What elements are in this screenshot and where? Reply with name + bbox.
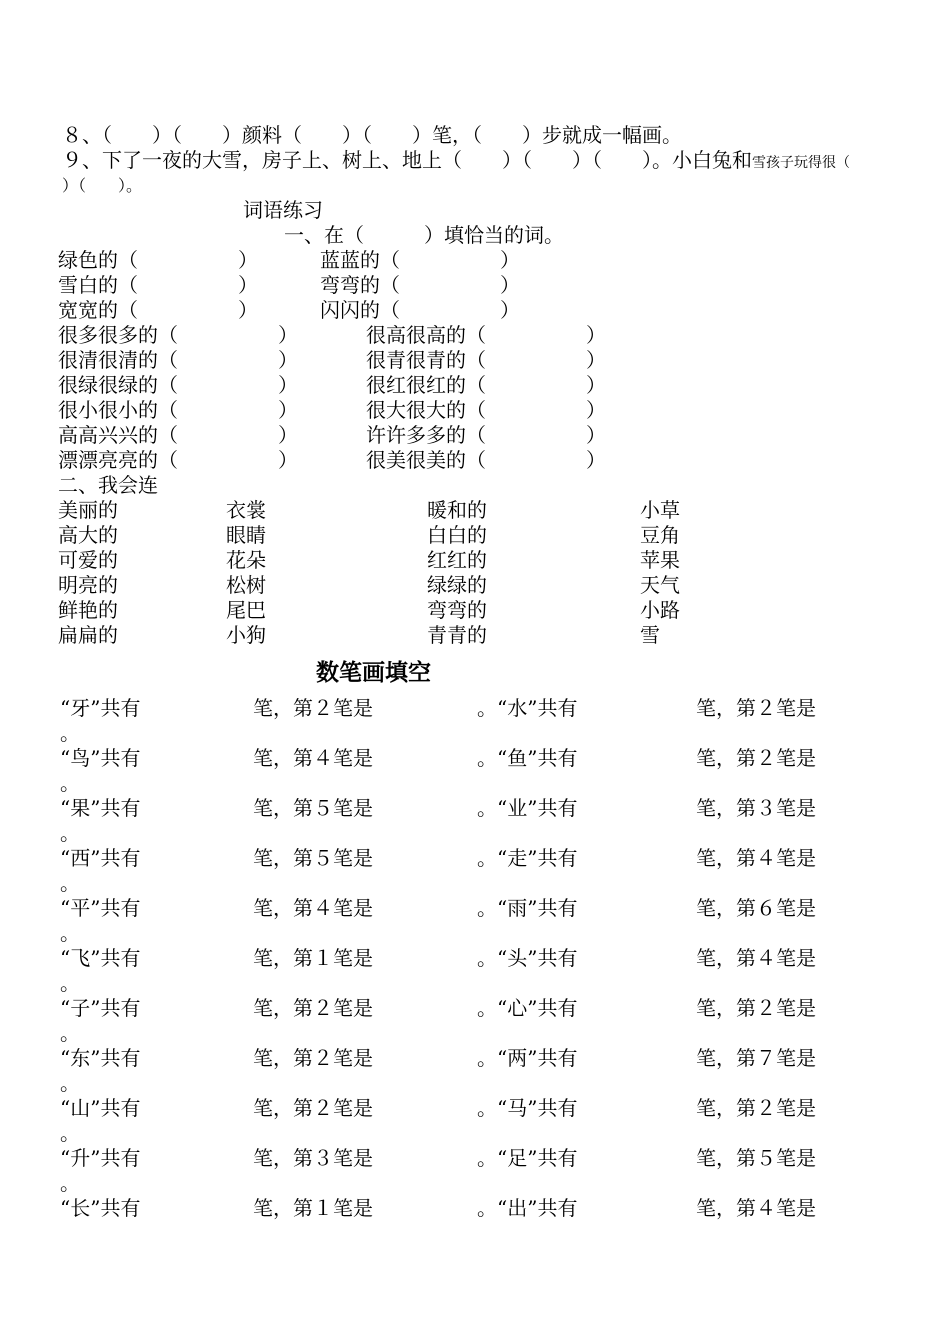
stroke-title: 数笔画填空 — [316, 660, 431, 686]
stroke-b: 笔，第４笔是 — [253, 896, 373, 920]
match-column-3 — [427, 498, 487, 648]
fill-item: 很清很清的（ ） — [58, 348, 298, 372]
fill-item: 很青很青的（ ） — [366, 348, 606, 372]
fill-item: 漂漂亮亮的（ ） — [58, 448, 298, 472]
match-word: 苹果 — [640, 548, 680, 572]
stroke-row — [60, 1146, 920, 1196]
stroke-c: 。“马”共有 — [477, 1096, 578, 1120]
stroke-b: 笔，第２笔是 — [253, 696, 373, 720]
stroke-d: 笔，第６笔是 — [696, 896, 816, 920]
match-word: 可爱的 — [58, 548, 118, 572]
stroke-d: 笔，第２笔是 — [696, 1096, 816, 1120]
stroke-b: 笔，第５笔是 — [253, 846, 373, 870]
row-end-mark: 。 — [60, 871, 80, 895]
stroke-c: 。“出”共有 — [477, 1196, 578, 1220]
match-word: 尾巴 — [226, 598, 266, 622]
row-end-mark: 。 — [60, 721, 80, 745]
stroke-c: 。“心”共有 — [477, 996, 578, 1020]
match-word: 扁扁的 — [58, 623, 118, 647]
row-end-mark: 。 — [60, 1171, 80, 1195]
match-word: 弯弯的 — [427, 598, 487, 622]
stroke-c: 。“两”共有 — [477, 1046, 578, 1070]
row-end-mark: 。 — [60, 971, 80, 995]
match-column-1 — [58, 498, 118, 648]
question-9-line2: ）（ ）。 — [62, 176, 143, 195]
fill-item: 闪闪的（ ） — [320, 298, 520, 322]
match-word: 雪 — [640, 623, 660, 647]
match-word: 眼睛 — [226, 523, 266, 547]
stroke-d: 笔，第７笔是 — [696, 1046, 816, 1070]
stroke-row — [60, 1046, 920, 1096]
stroke-b: 笔，第１笔是 — [253, 946, 373, 970]
stroke-a: “飞”共有 — [60, 946, 141, 970]
match-heading: 二、我会连 — [58, 473, 158, 497]
stroke-b: 笔，第１笔是 — [253, 1196, 373, 1220]
match-word: 红红的 — [427, 548, 487, 572]
match-word: 绿绿的 — [427, 573, 487, 597]
stroke-d: 笔，第２笔是 — [696, 746, 816, 770]
fill-item: 雪白的（ ） — [58, 273, 258, 297]
match-word: 豆角 — [640, 523, 680, 547]
match-word: 高大的 — [58, 523, 118, 547]
stroke-row — [60, 896, 920, 946]
stroke-d: 笔，第４笔是 — [696, 846, 816, 870]
row-end-mark: 。 — [60, 1071, 80, 1095]
stroke-row — [60, 996, 920, 1046]
stroke-d: 笔，第２笔是 — [696, 696, 816, 720]
section-title: 词语练习 — [243, 198, 323, 222]
fill-column-right-b — [366, 323, 606, 473]
stroke-a: “长”共有 — [60, 1196, 141, 1220]
stroke-b: 笔，第２笔是 — [253, 1046, 373, 1070]
match-word: 白白的 — [427, 523, 487, 547]
fill-item: 蓝蓝的（ ） — [320, 248, 520, 272]
stroke-a: “东”共有 — [60, 1046, 141, 1070]
stroke-c: 。“雨”共有 — [477, 896, 578, 920]
stroke-row — [60, 1096, 920, 1146]
fill-item: 很美很美的（ ） — [366, 448, 606, 472]
match-word: 美丽的 — [58, 498, 118, 522]
stroke-b: 笔，第４笔是 — [253, 746, 373, 770]
stroke-b: 笔，第５笔是 — [253, 796, 373, 820]
stroke-row — [60, 796, 920, 846]
fill-item: 很高很高的（ ） — [366, 323, 606, 347]
match-word: 小路 — [640, 598, 680, 622]
stroke-row — [60, 696, 920, 746]
match-word: 花朵 — [226, 548, 266, 572]
stroke-a: “牙”共有 — [60, 696, 141, 720]
match-word: 松树 — [226, 573, 266, 597]
stroke-c: 。“鱼”共有 — [477, 746, 578, 770]
stroke-row — [60, 846, 920, 896]
fill-heading: 一、在（ ）填恰当的词。 — [284, 223, 564, 247]
question-9 — [62, 148, 850, 176]
row-end-mark: 。 — [60, 921, 80, 945]
question-9-text: ９、下了一夜的大雪，房子上、树上、地上（ ）（ ）（ ）。小白兔和 — [62, 148, 752, 172]
match-column-4 — [640, 498, 680, 648]
stroke-d: 笔，第４笔是 — [696, 946, 816, 970]
question-8: ８、（ ）（ ）颜料（ ）（ ）笔，（ ）步就成一幅画。 — [62, 123, 682, 147]
row-end-mark: 。 — [60, 771, 80, 795]
stroke-a: “山”共有 — [60, 1096, 141, 1120]
stroke-d: 笔，第３笔是 — [696, 796, 816, 820]
stroke-a: “鸟”共有 — [60, 746, 141, 770]
stroke-row — [60, 1196, 920, 1221]
fill-item: 高高兴兴的（ ） — [58, 423, 298, 447]
match-word: 明亮的 — [58, 573, 118, 597]
fill-item: 很多很多的（ ） — [58, 323, 298, 347]
match-word: 鲜艳的 — [58, 598, 118, 622]
stroke-c: 。“走”共有 — [477, 846, 578, 870]
fill-item: 很红很红的（ ） — [366, 373, 606, 397]
row-end-mark: 。 — [60, 1121, 80, 1145]
fill-item: 很大很大的（ ） — [366, 398, 606, 422]
row-end-mark: 。 — [60, 821, 80, 845]
fill-item: 很绿很绿的（ ） — [58, 373, 298, 397]
stroke-b: 笔，第２笔是 — [253, 1096, 373, 1120]
stroke-c: 。“业”共有 — [477, 796, 578, 820]
stroke-c: 。“头”共有 — [477, 946, 578, 970]
fill-item: 宽宽的（ ） — [58, 298, 258, 322]
stroke-row — [60, 746, 920, 796]
fill-item: 绿色的（ ） — [58, 248, 258, 272]
fill-column-right-a — [320, 248, 520, 323]
match-word: 衣裳 — [226, 498, 266, 522]
stroke-d: 笔，第２笔是 — [696, 996, 816, 1020]
match-word: 小草 — [640, 498, 680, 522]
stroke-d: 笔，第４笔是 — [696, 1196, 816, 1220]
stroke-b: 笔，第３笔是 — [253, 1146, 373, 1170]
match-column-2 — [226, 498, 266, 648]
stroke-b: 笔，第２笔是 — [253, 996, 373, 1020]
stroke-c: 。“足”共有 — [477, 1146, 578, 1170]
stroke-a: “升”共有 — [60, 1146, 141, 1170]
stroke-c: 。“水”共有 — [477, 696, 578, 720]
stroke-a: “平”共有 — [60, 896, 141, 920]
stroke-d: 笔，第５笔是 — [696, 1146, 816, 1170]
fill-item: 很小很小的（ ） — [58, 398, 298, 422]
match-word: 小狗 — [226, 623, 266, 647]
question-9-tail: 雪孩子玩得很（ — [752, 155, 850, 171]
stroke-row — [60, 946, 920, 996]
stroke-a: “果”共有 — [60, 796, 141, 820]
stroke-a: “西”共有 — [60, 846, 141, 870]
fill-item: 弯弯的（ ） — [320, 273, 520, 297]
fill-column-left — [58, 248, 298, 473]
fill-item: 许许多多的（ ） — [366, 423, 606, 447]
row-end-mark: 。 — [60, 1021, 80, 1045]
stroke-a: “子”共有 — [60, 996, 141, 1020]
match-word: 天气 — [640, 573, 680, 597]
match-word: 暖和的 — [427, 498, 487, 522]
match-word: 青青的 — [427, 623, 487, 647]
